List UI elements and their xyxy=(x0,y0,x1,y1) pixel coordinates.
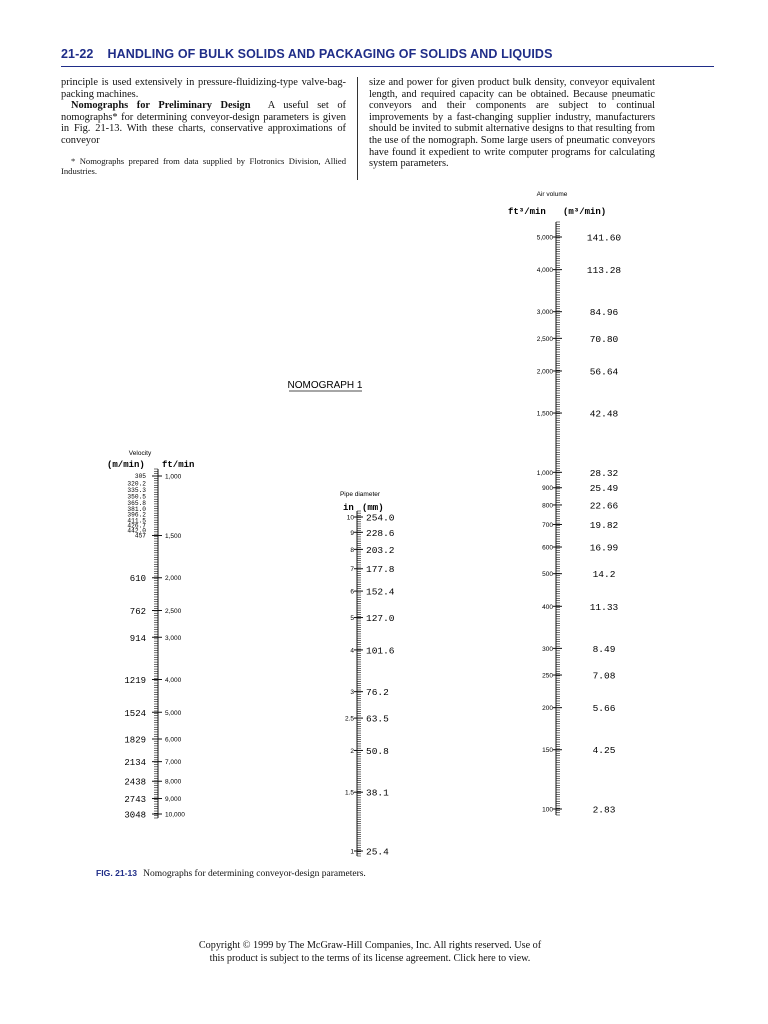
section-title: HANDLING OF BULK SOLIDS AND PACKAGING OF SOLIDS AND LIQUIDS xyxy=(107,47,553,61)
pipe-mm-label: 177.8 xyxy=(366,564,395,576)
air-cfm-label: 5,000 xyxy=(536,234,553,242)
velocity-m-label: 1524 xyxy=(124,708,146,719)
caption-text: Nomographs for determining conveyor-design parameters. xyxy=(143,869,366,879)
paragraph: size and power for given product bulk density, conveyor equivalent length, and required capacity can be obtained. Because pneumatic conveyors and their components are subject to continual improvements by a fast-changing supplier industry, manufacturers should be invited to submit alternative designs to that resulting from the use of the nomograph. Some large users of pneumatic conveyors have found it expedient to write computer programs for calculating system parameters. xyxy=(369,77,655,170)
velocity-m-label: 442.0 xyxy=(127,527,146,535)
air-cfm-label: 500 xyxy=(542,571,553,579)
pipe-in-label: 6 xyxy=(350,588,354,596)
air-m3-label: 2.83 xyxy=(592,804,616,816)
pipe-scale-label: Pipe diameter xyxy=(339,491,381,498)
pipe-in-label: 7 xyxy=(350,566,354,574)
velocity-m-label: 1829 xyxy=(124,735,146,746)
pipe-in-label: 1 xyxy=(350,848,354,856)
air-cfm-label: 200 xyxy=(542,705,553,713)
velocity-m-label: 335.3 xyxy=(127,487,146,495)
velocity-ft-label: 1,000 xyxy=(165,473,182,481)
air-m3-label: 8.49 xyxy=(592,643,616,655)
paragraph: principle is used extensively in pressure-fluidizing-type valve-bag-packing machines. xyxy=(61,77,346,100)
air-unit-left: ft³/min xyxy=(508,207,546,217)
velocity-m-label: 365.8 xyxy=(127,499,146,507)
paragraph-text: A useful set of nomographs* for determining conveyor-design parameters is given in Fig. 21-13. With these charts, conservative approximations of conveyor xyxy=(61,100,346,146)
air-m3-label: 16.99 xyxy=(589,542,619,554)
velocity-m-label: 411.5 xyxy=(127,517,146,525)
air-cfm-label: 800 xyxy=(542,502,553,510)
pipe-mm-label: 50.8 xyxy=(366,745,389,757)
air-m3-label: 14.2 xyxy=(592,569,616,581)
velocity-unit-right: ft/min xyxy=(162,460,195,470)
air-m3-label: 56.64 xyxy=(589,366,619,378)
pipe-mm-label: 127.0 xyxy=(366,613,395,625)
air-m3-label: 70.80 xyxy=(589,333,619,345)
velocity-m-label: 1219 xyxy=(124,675,146,686)
figure-caption xyxy=(96,868,366,879)
air-m3-label: 22.66 xyxy=(589,500,619,512)
air-cfm-label: 600 xyxy=(542,544,553,552)
air-cfm-label: 100 xyxy=(542,806,553,814)
pipe-in-label: 9 xyxy=(350,529,354,537)
pipe-mm-label: 25.4 xyxy=(366,846,389,858)
velocity-ft-label: 10,000 xyxy=(165,811,185,819)
velocity-ft-label: 2,500 xyxy=(165,608,182,616)
pipe-in-label: 2.5 xyxy=(344,715,354,723)
air-cfm-label: 4,000 xyxy=(536,267,553,275)
air-m3-label: 28.32 xyxy=(589,467,619,479)
page-number: 21-22 xyxy=(61,47,94,61)
pipe-mm-label: 63.5 xyxy=(366,713,389,725)
pipe-in-label: 10 xyxy=(346,514,354,522)
pipe-mm-label: 38.1 xyxy=(366,787,389,799)
air-cfm-label: 300 xyxy=(542,645,553,653)
air-m3-label: 141.60 xyxy=(586,232,622,244)
air-m3-label: 5.66 xyxy=(592,703,616,715)
pipe-in-label: 5 xyxy=(350,615,354,623)
velocity-m-label: 426.7 xyxy=(127,522,146,530)
air-m3-label: 11.33 xyxy=(589,601,619,613)
pipe-mm-label: 152.4 xyxy=(366,586,395,598)
velocity-m-label: 457 xyxy=(134,532,146,540)
air-cfm-label: 3,000 xyxy=(536,309,553,317)
velocity-m-label: 2438 xyxy=(124,777,146,788)
figure-label: FIG. 21-13 xyxy=(96,868,138,878)
air-cfm-label: 2,500 xyxy=(536,335,553,343)
velocity-ft-label: 2,000 xyxy=(165,575,182,583)
pipe-in-label: 1.5 xyxy=(344,789,354,797)
velocity-ft-label: 5,000 xyxy=(165,709,182,717)
air-cfm-label: 700 xyxy=(542,521,553,529)
velocity-m-label: 914 xyxy=(129,633,146,644)
air-cfm-label: 250 xyxy=(542,672,553,680)
velocity-m-label: 2134 xyxy=(124,758,146,769)
velocity-ft-label: 9,000 xyxy=(165,796,182,804)
copyright-notice[interactable] xyxy=(190,940,550,965)
pipe-unit-right: (mm) xyxy=(362,503,384,513)
pipe-mm-label: 228.6 xyxy=(366,527,395,539)
copyright-line: this product is subject to the terms of its license agreement. Click here to view. xyxy=(209,952,531,964)
air-m3-label: 19.82 xyxy=(589,519,619,531)
air-cfm-label: 2,000 xyxy=(536,368,553,376)
air-m3-label: 4.25 xyxy=(592,745,616,757)
velocity-ft-label: 6,000 xyxy=(165,736,182,744)
velocity-scale-label: Velocity xyxy=(128,450,152,457)
pipe-in-label: 2 xyxy=(350,747,354,755)
footnote: * Nomographs prepared from data supplied by Flotronics Division, Allied Industries. xyxy=(61,155,346,176)
air-m3-label: 42.48 xyxy=(589,408,619,420)
velocity-m-label: 3048 xyxy=(124,810,146,821)
velocity-m-label: 396.2 xyxy=(127,511,146,519)
air-unit-right: (m³/min) xyxy=(563,207,607,217)
copyright-line: Copyright © 1999 by The McGraw-Hill Companies, Inc. All rights reserved. Use of xyxy=(198,940,542,951)
pipe-mm-label: 254.0 xyxy=(366,512,395,524)
air-scale-label: Air volume xyxy=(536,191,568,198)
air-cfm-label: 1,500 xyxy=(536,410,553,418)
pipe-in-label: 4 xyxy=(350,647,354,655)
velocity-ft-label: 8,000 xyxy=(165,778,182,786)
velocity-m-label: 762 xyxy=(129,607,146,618)
pipe-mm-label: 76.2 xyxy=(366,687,389,699)
velocity-m-label: 305 xyxy=(134,473,146,481)
air-m3-label: 84.96 xyxy=(589,307,619,319)
nomograph-title: NOMOGRAPH 1 xyxy=(287,380,363,391)
pipe-mm-label: 203.2 xyxy=(366,544,395,556)
velocity-m-label: 2743 xyxy=(124,795,146,806)
pipe-unit-left: in xyxy=(343,503,354,513)
air-cfm-label: 900 xyxy=(542,485,553,493)
air-cfm-label: 1,000 xyxy=(536,469,553,477)
velocity-ft-label: 4,000 xyxy=(165,676,182,684)
pipe-in-label: 3 xyxy=(350,689,354,697)
air-m3-label: 7.08 xyxy=(592,670,616,682)
air-m3-label: 113.28 xyxy=(586,265,622,277)
velocity-unit-left: (m/min) xyxy=(107,460,145,470)
velocity-m-label: 350.5 xyxy=(127,493,146,501)
velocity-ft-label: 1,500 xyxy=(165,533,182,541)
run-in-heading: Nomographs for Preliminary Design xyxy=(71,100,251,112)
velocity-ft-label: 3,000 xyxy=(165,634,182,642)
velocity-m-label: 381.0 xyxy=(127,505,146,513)
air-m3-label: 25.49 xyxy=(589,483,619,495)
air-cfm-label: 150 xyxy=(542,747,553,755)
velocity-m-label: 320.2 xyxy=(127,480,146,488)
velocity-m-label: 610 xyxy=(129,574,146,585)
pipe-in-label: 8 xyxy=(350,546,354,554)
air-cfm-label: 400 xyxy=(542,603,553,611)
velocity-ft-label: 7,000 xyxy=(165,759,182,767)
pipe-mm-label: 101.6 xyxy=(366,645,395,657)
